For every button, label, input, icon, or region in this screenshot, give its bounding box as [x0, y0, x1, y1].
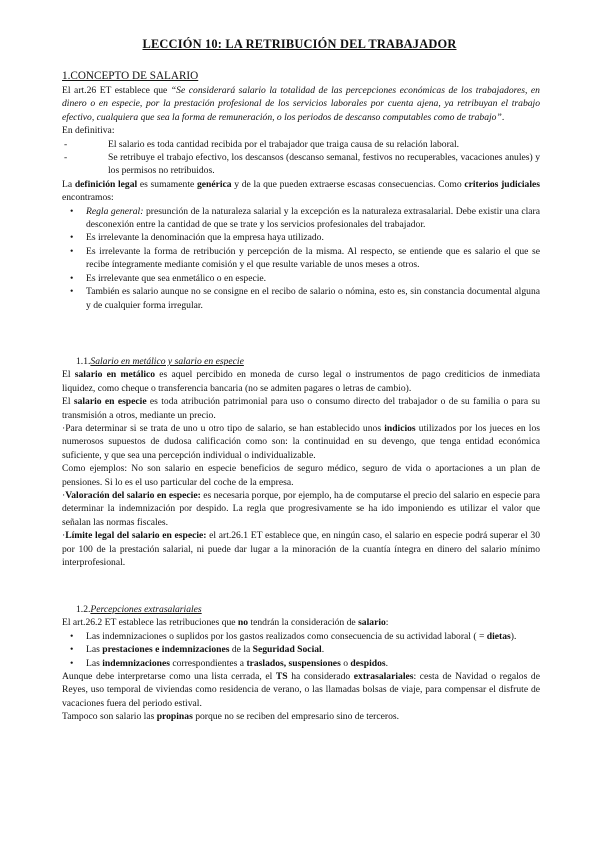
list-item: • Regla general: presunción de la naturaleza salarial y la excepción es la naturaleza extrasalarial. Debe existir una clara desconexión entre la cantidad de que se trate y los servicios profesionales del trabajador.: [70, 205, 541, 231]
paragraph-indicios: ·Para determinar si se trata de uno u otro tipo de salario, se han establecido unos indicios utilizados por los jueces en los numerosos supuestos de dudosa calificación como son: la continuidad en su devengo, que tenga entidad económica suficiente, y que sea una percepción individual o individualizable.: [62, 423, 540, 461]
paragraph-propinas: Tampoco son salario las propinas porque no se reciben del empresario sino de terceros.: [62, 711, 399, 723]
list-item: • Es irrelevante que sea enmetálico o en especie.: [70, 272, 267, 284]
bullet-marker: •: [70, 205, 74, 217]
paragraph-ts-extrasalariales: Aunque debe interpretarse como una lista cerrada, el TS ha considerado extrasalariales: cesta de Navidad o regalos de Reyes, uso temporal de viviendas como residencia de verano, o las llamadas bolsas de viaje, para compensar el disfrute de vacaciones fuera del periodo estival.: [62, 671, 540, 709]
paragraph-art26-2: El art.26.2 ET establece las retribuciones que no tendrán la consideración de salario:: [62, 617, 389, 629]
definitive-label: En definitiva:: [62, 125, 115, 137]
definition-paragraph: La definición legal es sumamente genérica y de la que pueden extraerse escasas consecuencias. Como criterios judiciales encontramos:: [62, 178, 540, 204]
list-item: • Las indemnizaciones o suplidos por los gastos realizados como consecuencia de su actividad laboral ( = dietas).: [70, 630, 517, 642]
subsection-heading-1-2: 1.2.Percepciones extrasalariales: [76, 604, 202, 615]
dash-marker: -: [64, 138, 68, 150]
bullet-marker: •: [70, 272, 74, 284]
dash-item: - El salario es toda cantidad recibida por el trabajador que traiga causa de su relación laboral.: [64, 138, 460, 150]
list-item: • Es irrelevante la denominación que la empresa haya utilizado.: [70, 232, 324, 244]
dash-marker: -: [64, 152, 68, 164]
section-percepciones-extrasalariales: [62, 603, 540, 724]
paragraph-salario-especie: El salario en especie es toda atribución patrimonial para uso o consumo directo del trabajador o de su familia o para su transmisión a otros, mediante un precio.: [62, 396, 540, 421]
bullet-marker: •: [70, 232, 74, 244]
list-item: • Las indemnizaciones correspondientes a traslados, suspensiones o despidos.: [70, 657, 389, 669]
paragraph-limite-legal: ·Límite legal del salario en especie: el art.26.1 ET establece que, en ningún caso, el salario en especie podrá superar el 30 por 100 de la prestación salarial, ni puede dar lugar a la minoración de la cuantía íntegra en dinero del salario mínimo interprofesional.: [62, 530, 540, 569]
list-item: • Es irrelevante la forma de retribución y percepción de la misma. Al respecto, se entiende que es salario el que se recibe íntegramente mediante comisión y el que resulte variable de unos meses a otros.: [70, 245, 540, 271]
art26-quote: “Se considerará salario la totalidad de las percepciones económicas de los trabajadores, en dinero o en especie, por la prestación profesional de los servicios laborales por cuenta ajena, ya retribuyan el trabajo efectivo, cualquiera que sea la forma de remuneración, o los periodos de descanso computables como de trabajo”: [62, 85, 540, 123]
section-concepto-body: [62, 84, 540, 312]
paragraph-valoracion: ·Valoración del salario en especie: es necesaria porque, por ejemplo, ha de computarse el precio del salario en especie para determinar la indemnización por despido. La regla que progresivamente se ha ido imponiendo es utilizar el valor que señalan las normas fiscales.: [62, 490, 540, 528]
page-title: LECCIÓN 10: LA RETRIBUCIÓN DEL TRABAJADOR: [142, 37, 457, 51]
section-salario-metalico-especie: [62, 355, 540, 570]
bullet-marker: •: [70, 630, 74, 642]
subsection-heading-1-1: 1.1.Salario en metálico y salario en especie: [76, 356, 244, 367]
bullet-marker: •: [70, 644, 74, 656]
list-item: • También es salario aunque no se consigne en el recibo de salario o nómina, esto es, sin constancia documental alguna y de cualquier forma irregular.: [70, 286, 540, 311]
list-item: • Las prestaciones e indemnizaciones de la Seguridad Social.: [70, 644, 325, 656]
bullet-marker: •: [70, 286, 74, 298]
paragraph-ejemplos: Como ejemplos: No son salario en especie beneficios de seguro médico, seguro de vida o aportaciones a un plan de pensiones. Si lo es el uso particular del coche de la empresa.: [62, 463, 540, 488]
intro-paragraph: El art.26 ET establece que “Se considerará salario la totalidad de las percepciones económicas de los trabajadores, en dinero o en especie, por la prestación profesional de los servicios laborales por cuenta ajena, ya retribuyan el trabajo efectivo, cualquiera que sea la forma de remuneración, o los periodos de descanso computables como de trabajo”.: [62, 85, 540, 123]
bullet-marker: •: [70, 657, 74, 669]
paragraph-salario-metalico: El salario en metálico es aquel percibido en moneda de curso legal o instrumentos de pago crediticios de inmediata liquidez, como cheque o transferencia bancaria (no se admiten pagares o letras de cambio).: [62, 369, 540, 394]
dash-item: - Se retribuye el trabajo efectivo, los descansos (descanso semanal, festivos no recuperables, vacaciones anules) y los permisos no retribuidos.: [64, 152, 540, 177]
criteria-list: [70, 205, 541, 312]
extrasalarial-list: [70, 630, 540, 670]
bullet-marker: •: [70, 245, 74, 257]
section-heading-concepto: 1.CONCEPTO DE SALARIO: [62, 70, 199, 82]
